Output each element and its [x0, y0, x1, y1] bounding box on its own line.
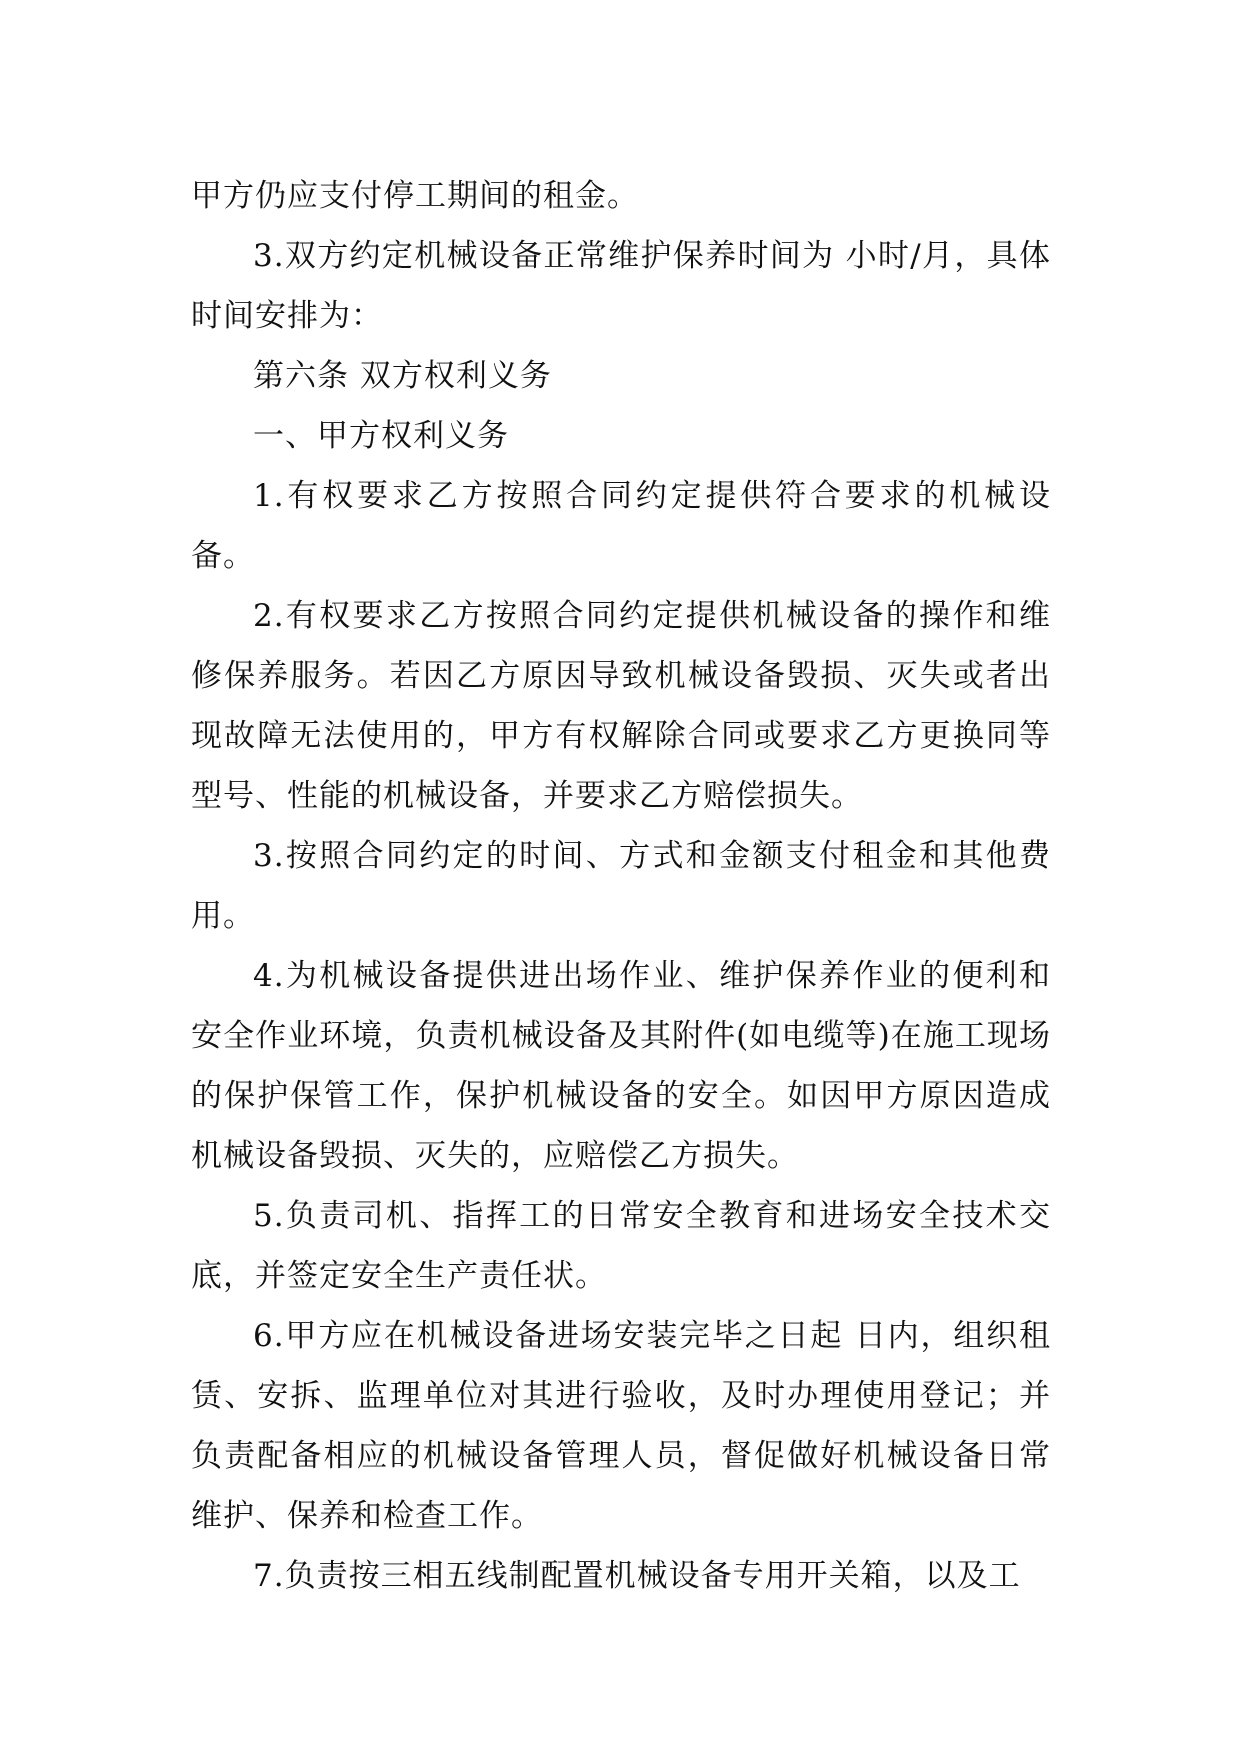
paragraph-item-6: 6.甲方应在机械设备进场安装完毕之日起 日内，组织租赁、安拆、监理单位对其进行验收，及时办理使用登记；并负责配备相应的机械设备管理人员，督促做好机械设备日常维护、保养和检查工作。	[191, 1318, 1051, 1534]
paragraph-item-3: 3.按照合同约定的时间、方式和金额支付租金和其他费用。	[191, 838, 1051, 934]
paragraph-clause-3-maintenance: 3.双方约定机械设备正常维护保养时间为 小时/月，具体时间安排为：	[191, 238, 1051, 334]
article-heading: 第六条 双方权利义务	[253, 358, 552, 394]
paragraph-item-2: 2.有权要求乙方按照合同约定提供机械设备的操作和维修保养服务。若因乙方原因导致机械设备毁损、灭失或者出现故障无法使用的，甲方有权解除合同或要求乙方更换同等型号、性能的机械设备，并要求乙方赔偿损失。	[191, 598, 1051, 814]
section-heading: 一、甲方权利义务	[253, 418, 509, 454]
paragraph-item-1: 1.有权要求乙方按照合同约定提供符合要求的机械设备。	[191, 478, 1051, 574]
paragraph-item-4: 4.为机械设备提供进出场作业、维护保养作业的便利和安全作业环境，负责机械设备及其附件(如电缆等)在施工现场的保护保管工作，保护机械设备的安全。如因甲方原因造成机械设备毁损、灭失的，应赔偿乙方损失。	[191, 958, 1051, 1174]
paragraph-item-5: 5.负责司机、指挥工的日常安全教育和进场安全技术交底，并签定安全生产责任状。	[191, 1198, 1051, 1294]
document-body	[191, 166, 1051, 1606]
paragraph-item-7: 7.负责按三相五线制配置机械设备专用开关箱，以及工	[253, 1558, 1021, 1594]
paragraph-continuation: 甲方仍应支付停工期间的租金。	[191, 178, 639, 214]
